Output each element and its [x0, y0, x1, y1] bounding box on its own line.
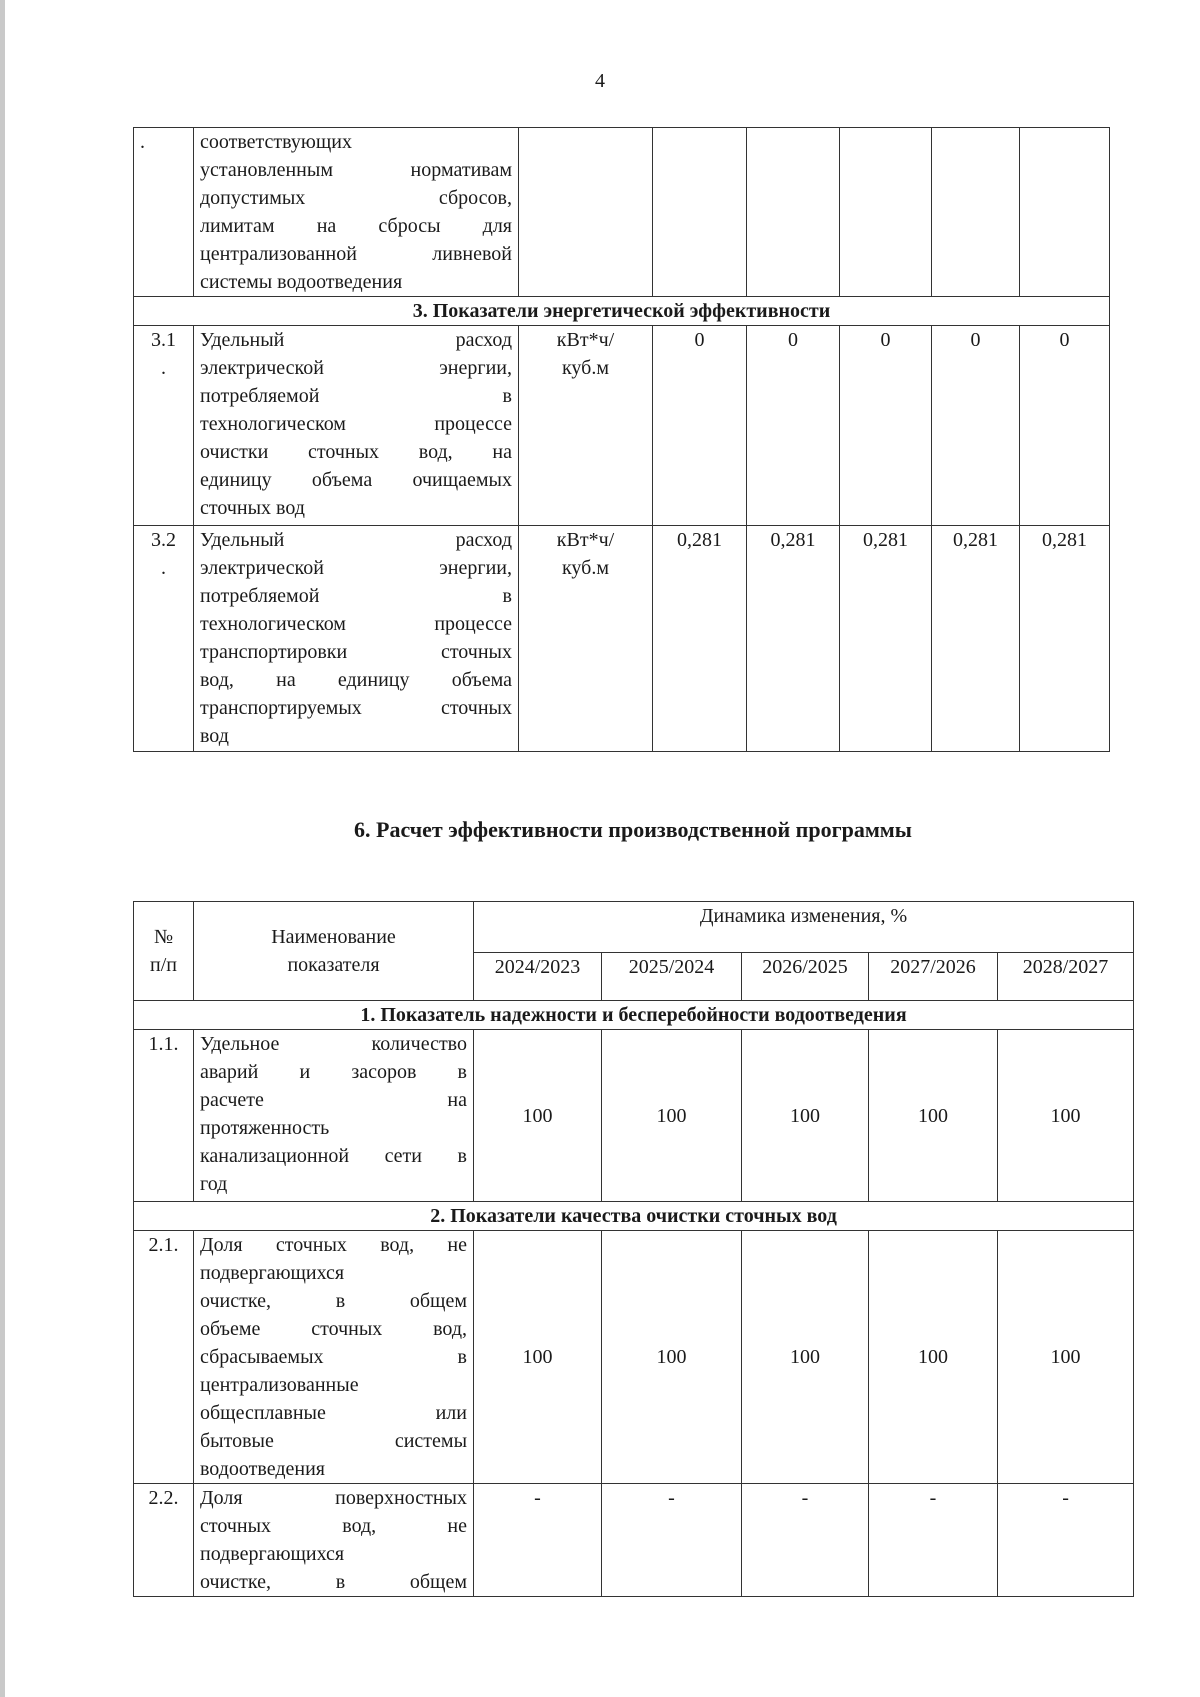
value-cell: 100: [474, 1231, 602, 1484]
scan-edge-strip: [0, 0, 5, 1697]
table-row-1-1: [134, 1030, 1134, 1202]
value-cell: [653, 128, 747, 297]
table-row-2-2: [134, 1484, 1134, 1597]
value-cell: 100: [602, 1030, 742, 1202]
unit-cell: кВт*ч/ куб.м: [519, 326, 653, 526]
header-number: № п/п: [134, 902, 194, 1001]
header-row: [134, 902, 1134, 953]
row-number-cell: 2.1.: [134, 1231, 194, 1484]
unit-cell: [519, 128, 653, 297]
row-number-cell: 1.1.: [134, 1030, 194, 1202]
value-cell: 0: [932, 326, 1020, 526]
row-number-cell: .: [134, 128, 194, 297]
row-number-cell: 3.2 .: [134, 526, 194, 752]
value-cell: 100: [742, 1231, 869, 1484]
section-1-title: 1. Показатель надежности и бесперебойности водоотведения: [134, 1001, 1134, 1030]
value-cell: -: [998, 1484, 1134, 1597]
spacer-row: [134, 1001, 1134, 1030]
value-cell: 0: [747, 326, 840, 526]
value-cell: 0,281: [1020, 526, 1110, 752]
header-dynamics: Динамика изменения, %: [474, 902, 1134, 953]
value-cell: 0: [653, 326, 747, 526]
value-cell: -: [869, 1484, 998, 1597]
period-header: 2028/2027: [998, 953, 1134, 1001]
section-3-title: 3. Показатели энергетической эффективности: [134, 297, 1110, 326]
table-row-2-1: [134, 1231, 1134, 1484]
value-cell: [840, 128, 932, 297]
value-cell: 100: [869, 1030, 998, 1202]
table-row-continuation: [134, 128, 1110, 297]
value-cell: [1020, 128, 1110, 297]
value-cell: 100: [998, 1030, 1134, 1202]
value-cell: 0,281: [932, 526, 1020, 752]
section-6-heading: 6. Расчет эффективности производственной программы: [354, 817, 912, 842]
period-header: 2025/2024: [602, 953, 742, 1001]
indicator-name-cell: Доля поверхностных сточных вод, не подвергающихся очистке, в общем: [194, 1484, 474, 1597]
table-row-3-2: [134, 526, 1110, 752]
value-cell: [747, 128, 840, 297]
indicator-name-cell: Удельный расход электрической энергии, потребляемой в технологическом процессе очистки сточных вод, на единицу объема очищаемых сточных вод: [194, 326, 519, 526]
row-number-cell: 2.2.: [134, 1484, 194, 1597]
value-cell: 0: [1020, 326, 1110, 526]
unit-cell: кВт*ч/ куб.м: [519, 526, 653, 752]
indicator-name-cell: соответствующих установленным нормативам допустимых сбросов, лимитам на сбросы для централизованной ливневой системы водоотведения: [194, 128, 519, 297]
section-row: [134, 1202, 1134, 1231]
table-row-3-1: [134, 326, 1110, 526]
efficiency-indicators-table: [133, 127, 1110, 752]
header-indicator-name: Наименование показателя: [194, 902, 474, 1001]
value-cell: -: [602, 1484, 742, 1597]
value-cell: 0,281: [747, 526, 840, 752]
value-cell: 0,281: [840, 526, 932, 752]
value-cell: 100: [869, 1231, 998, 1484]
period-header: 2026/2025: [742, 953, 869, 1001]
value-cell: [932, 128, 1020, 297]
period-header: 2027/2026: [869, 953, 998, 1001]
value-cell: 0,281: [653, 526, 747, 752]
section-2-title: 2. Показатели качества очистки сточных вод: [134, 1202, 1134, 1231]
value-cell: 100: [742, 1030, 869, 1202]
indicator-name-cell: Удельный расход электрической энергии, потребляемой в технологическом процессе транспортировки сточных вод, на единицу объема транспортируемых сточных вод: [194, 526, 519, 752]
value-cell: 100: [602, 1231, 742, 1484]
section-row: [134, 297, 1110, 326]
value-cell: 100: [474, 1030, 602, 1202]
page-number: 4: [595, 70, 605, 92]
indicator-name-cell: Доля сточных вод, не подвергающихся очистке, в общем объеме сточных вод, сбрасываемых в централизованные общесплавные или бытовые системы водоотведения: [194, 1231, 474, 1484]
program-efficiency-table: [133, 901, 1134, 1597]
value-cell: 100: [998, 1231, 1134, 1484]
value-cell: -: [474, 1484, 602, 1597]
period-header: 2024/2023: [474, 953, 602, 1001]
value-cell: -: [742, 1484, 869, 1597]
value-cell: 0: [840, 326, 932, 526]
indicator-name-cell: Удельное количество аварий и засоров в расчете на протяженность канализационной сети в год: [194, 1030, 474, 1202]
row-number-cell: 3.1 .: [134, 326, 194, 526]
